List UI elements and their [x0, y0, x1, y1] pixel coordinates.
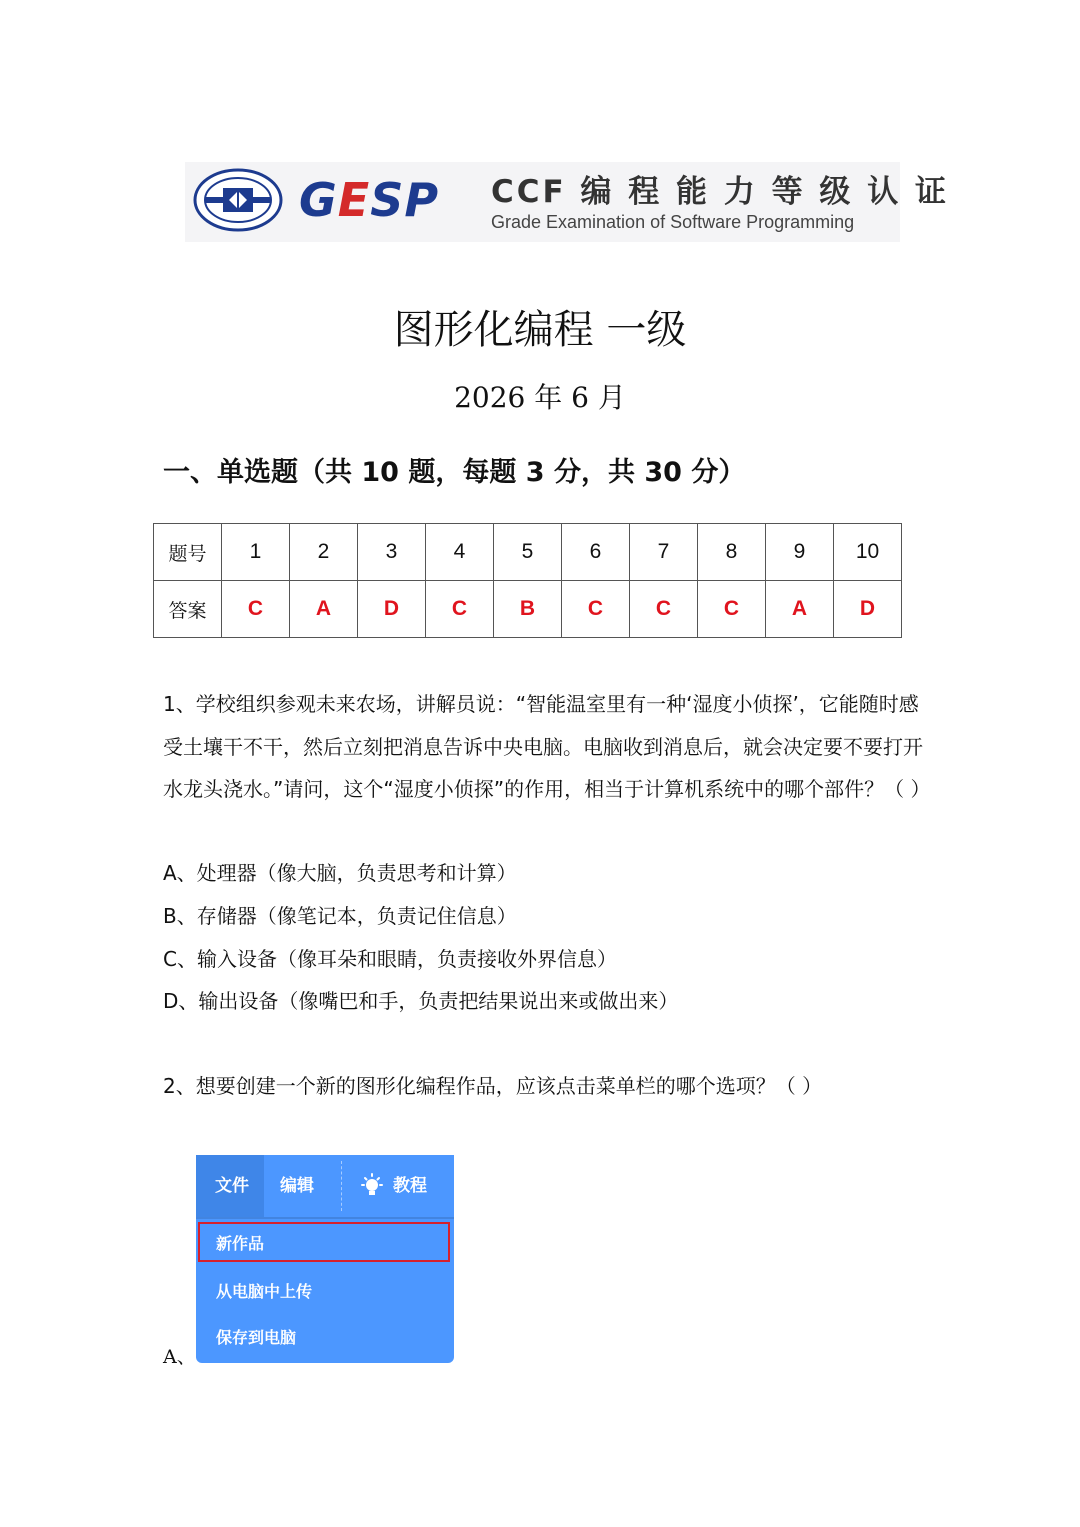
menu-item-new-project: 新作品: [216, 1234, 265, 1253]
question-number: 5: [494, 524, 562, 581]
answer-cell: D: [358, 581, 426, 638]
menu-item-save: 保存到电脑: [216, 1328, 297, 1347]
question-1-option-a: A、处理器（像大脑，负责思考和计算）: [163, 861, 517, 885]
question-number: 9: [766, 524, 834, 581]
gesp-logo-text: GESP: [299, 173, 440, 227]
row-header-answer: 答案: [154, 581, 222, 638]
ccf-seal-logo: [193, 168, 283, 232]
question-1-text: 1、学校组织参观未来农场，讲解员说：“智能温室里有一种‘湿度小侦探’，它能随时感受土壤干不干，然后立刻把消息告诉中央电脑。电脑收到消息后，就会决定要不要打开水龙头浇水。”请问，这个“湿度小侦探”的作用，相当于计算机系统中的哪个部件？（ ）: [163, 692, 931, 801]
certification-subtitle: Grade Examination of Software Programming: [491, 212, 855, 232]
menu-tutorial-label: 教程: [393, 1176, 427, 1196]
answer-cell: C: [222, 581, 290, 638]
answer-cell: C: [630, 581, 698, 638]
answer-table: [153, 523, 902, 638]
answer-cell: C: [426, 581, 494, 638]
question-number: 7: [630, 524, 698, 581]
certification-title: CCF 编 程 能 力 等 级 认 证: [491, 174, 950, 210]
gesp-logo: [299, 172, 439, 228]
question-1-option-b: B、存储器（像笔记本，负责记住信息）: [163, 904, 517, 928]
answer-cell: A: [766, 581, 834, 638]
question-number: 3: [358, 524, 426, 581]
question-number: 6: [562, 524, 630, 581]
menu-item-upload: 从电脑中上传: [216, 1282, 313, 1301]
answer-cell: A: [290, 581, 358, 638]
question-2-option-a-label: A、: [163, 1346, 196, 1368]
answer-cell: B: [494, 581, 562, 638]
question-number: 1: [222, 524, 290, 581]
lightbulb-icon: [359, 1173, 385, 1199]
question-number: 2: [290, 524, 358, 581]
answer-cell: C: [562, 581, 630, 638]
answer-cell: C: [698, 581, 766, 638]
row-header-number: 题号: [154, 524, 222, 581]
question-2-text: 2、想要创建一个新的图形化编程作品，应该点击菜单栏的哪个选项？（ ）: [163, 1074, 823, 1098]
answer-cell: D: [834, 581, 902, 638]
table-row-answers: [154, 581, 902, 638]
question-number: 4: [426, 524, 494, 581]
exam-date: 2026 年 6 月: [454, 381, 626, 414]
menu-divider: [196, 1217, 454, 1219]
table-row-numbers: [154, 524, 902, 581]
section-heading: 一、单选题（共 10 题，每题 3 分，共 30 分）: [163, 457, 746, 488]
menu-edit-label: 编辑: [280, 1176, 314, 1196]
menu-separator: [341, 1161, 342, 1211]
scratch-file-menu-image: [196, 1155, 454, 1363]
question-1-option-c: C、输入设备（像耳朵和眼睛，负责接收外界信息）: [163, 947, 617, 971]
gesp-header-logo: [185, 162, 950, 242]
question-1-option-d: D、输出设备（像嘴巴和手，负责把结果说出来或做出来）: [163, 989, 679, 1013]
menu-file-label: 文件: [215, 1176, 249, 1196]
question-number: 8: [698, 524, 766, 581]
exam-title: 图形化编程 一级: [393, 307, 687, 353]
question-number: 10: [834, 524, 902, 581]
